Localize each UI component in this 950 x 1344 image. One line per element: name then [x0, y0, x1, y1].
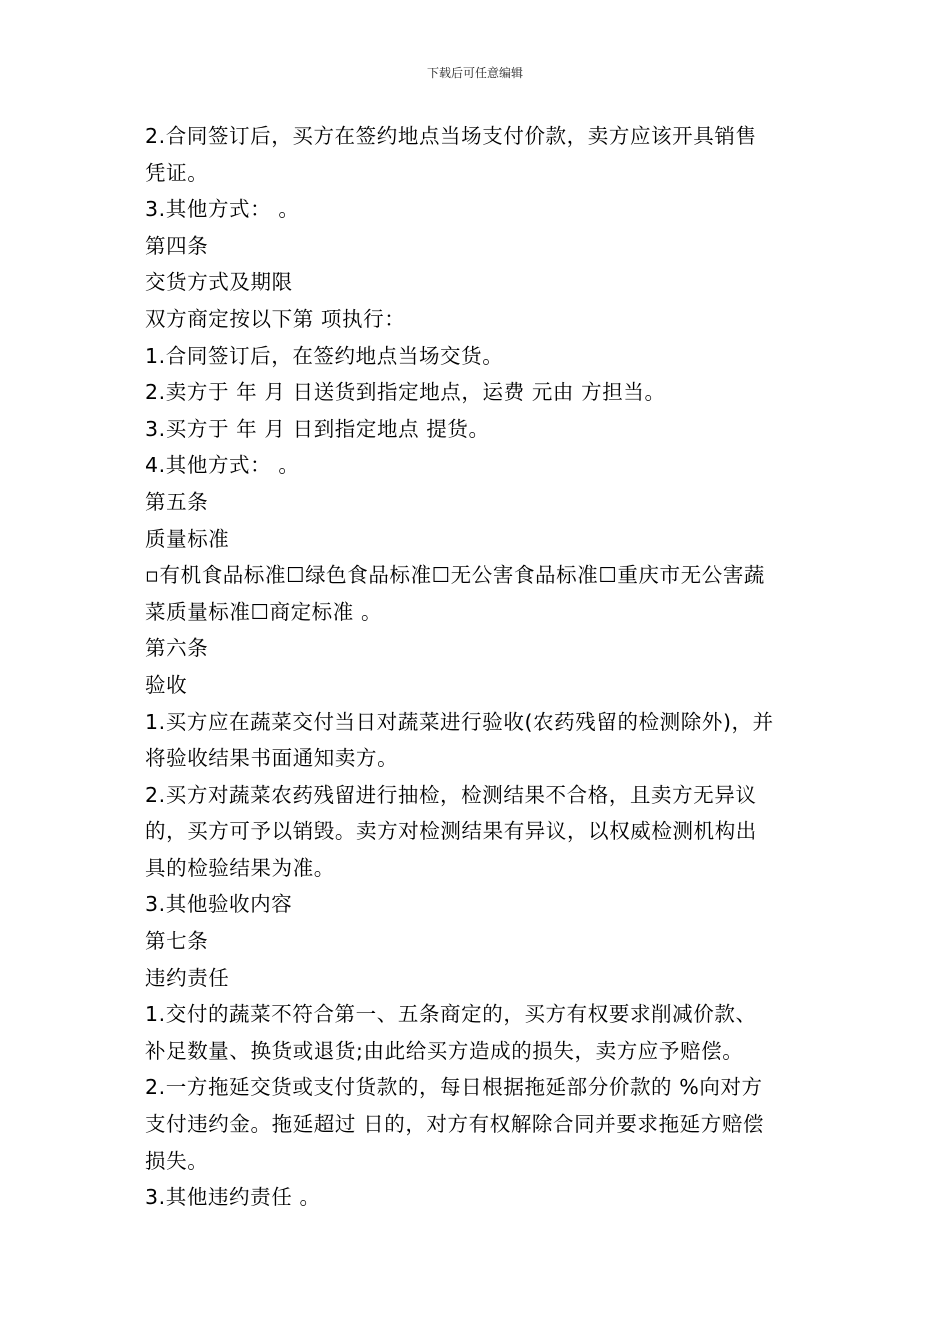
text-line: 支付违约金。拖延超过 日的，对方有权解除合同并要求拖延方赔偿: [145, 1112, 765, 1137]
text-line: 菜质量标准☐商定标准 。: [145, 599, 383, 624]
text-line: 的，买方可予以销毁。卖方对检测结果有异议，以权威检测机构出: [145, 819, 757, 844]
text-line: 3.其他验收内容: [145, 892, 293, 917]
text-line: 3.其他违约责任 。: [145, 1185, 321, 1210]
article-title: 违约责任: [145, 965, 230, 990]
text-line: 2.一方拖延交货或支付货款的，每日根据拖延部分价款的 %向对方: [145, 1075, 763, 1100]
document-body: [145, 118, 810, 1216]
article-title: 验收: [145, 672, 188, 697]
text-line: 3.买方于 年 月 日到指定地点 提货。: [145, 416, 490, 441]
text-line: 凭证。: [145, 160, 209, 185]
text-line: 将验收结果书面通知卖方。: [145, 746, 399, 771]
text-line: 1.合同签订后，在签约地点当场交货。: [145, 343, 504, 368]
article-heading: 第五条: [145, 489, 209, 514]
text-line: 1.买方应在蔬菜交付当日对蔬菜进行验收(农药残留的检测除外)，并: [145, 709, 774, 734]
text-line: 1.交付的蔬菜不符合第一、五条商定的，买方有权要求削减价款、: [145, 1002, 757, 1027]
text-line: 补足数量、换货或退货;由此给买方造成的损失，卖方应予赔偿。: [145, 1038, 744, 1063]
text-line: ▫有机食品标准☐绿色食品标准☐无公害食品标准☐重庆市无公害蔬: [145, 563, 766, 588]
text-line: 2.合同签订后，买方在签约地点当场支付价款，卖方应该开具销售: [145, 124, 757, 148]
text-line: 4.其他方式： 。: [145, 453, 300, 478]
text-line: 2.买方对蔬菜农药残留进行抽检，检测结果不合格，且卖方无异议: [145, 782, 757, 807]
text-line: 3.其他方式： 。: [145, 197, 300, 222]
text-line: 具的检验结果为准。: [145, 855, 335, 880]
text-line: 损失。: [145, 1148, 209, 1173]
text-line: 双方商定按以下第 项执行：: [145, 306, 406, 331]
page-header: 下载后可任意编辑: [426, 66, 523, 80]
article-heading: 第四条: [145, 233, 209, 258]
text-line: 2.卖方于 年 月 日送货到指定地点，运费 元由 方担当。: [145, 380, 666, 405]
article-heading: 第六条: [145, 636, 209, 661]
article-title: 质量标准: [145, 526, 230, 551]
article-heading: 第七条: [145, 929, 209, 954]
article-title: 交货方式及期限: [145, 270, 293, 295]
